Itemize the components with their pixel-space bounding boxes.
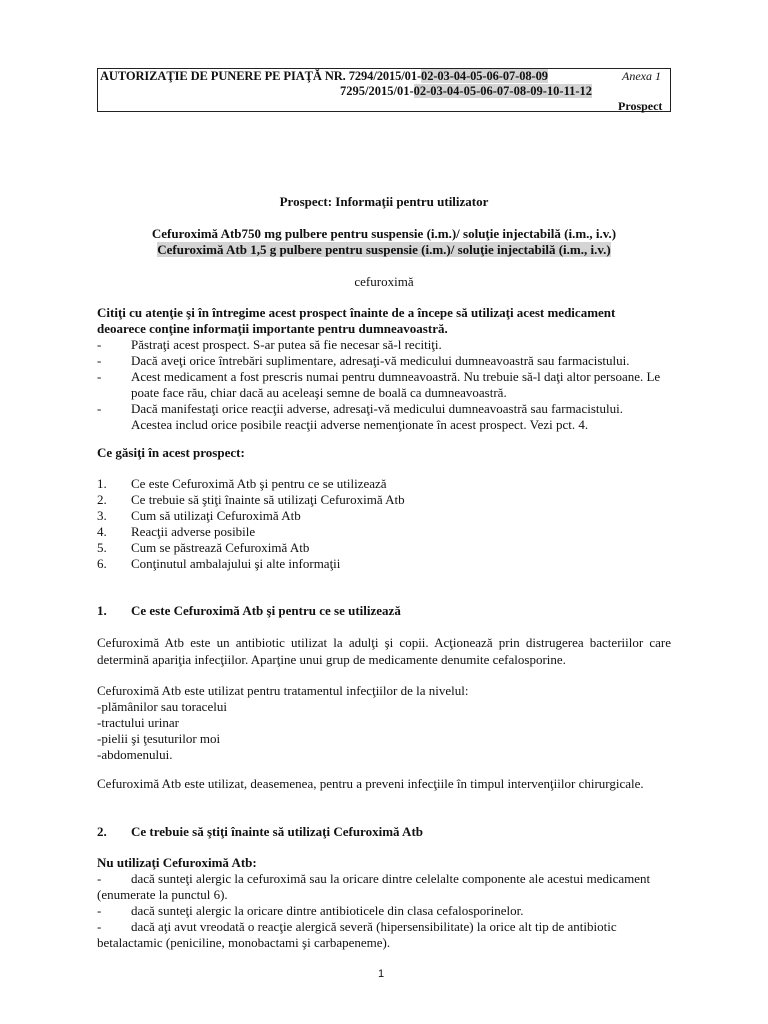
section-1-paragraph-1: Cefuroximă Atb este un antibiotic utilizat la adulţi şi copii. Acţionează prin distrugerea bacteriilor care determină apariţia infecţiilor. Aparţine unui grup de medicamente denumite cefalosporine. <box>97 635 671 667</box>
authorization-highlight-2: 02-03-04-05-06-07-08-09-10-11-12 <box>413 84 593 98</box>
list-item: -plămânilor sau toracelui <box>97 699 227 714</box>
list-item: - dacă sunteţi alergic la cefuroximă sau la oricare dintre celelalte componente ale acestui medicament (enumerate la punctul 6). <box>97 871 651 902</box>
intro-warning-line-1: Citiţi cu atenţie şi în întregime acest prospect înainte de a începe să utilizaţi acest medicament <box>97 305 616 320</box>
authorization-number-line-2: 7295/2015/01-02-03-04-05-06-07-08-09-10-11-12 <box>340 84 593 98</box>
page-title: Prospect: Informaţii pentru utilizator <box>279 194 489 209</box>
list-item: -abdomenului. <box>97 747 173 762</box>
annex-label: Anexa 1 <box>622 69 661 83</box>
section-1-paragraph-3: Cefuroximă Atb este utilizat, deasemenea, pentru a preveni infecţiile în timpul intervenţiilor chirurgicale. <box>97 776 644 791</box>
section-1-indications-intro: Cefuroximă Atb este utilizat pentru tratamentul infecţiilor de la nivelul: <box>97 683 469 698</box>
toc-heading: Ce găsiţi în acest prospect: <box>97 445 245 460</box>
list-item: -tractului urinar <box>97 715 179 730</box>
document-type-label: Prospect <box>618 99 663 113</box>
list-item: -pielii şi ţesuturilor moi <box>97 731 221 746</box>
product-name-750mg: Cefuroximă Atb750 mg pulbere pentru suspensie (i.m.)/ soluţie injectabilă (i.m., i.v.) <box>151 226 617 241</box>
list-item: - dacă sunteţi alergic la oricare dintre antibioticele din clasa cefalosporinelor. <box>97 903 524 918</box>
intro-warning-line-2: deoarece conţine informaţii importante pentru dumneavoastră. <box>97 321 448 336</box>
list-item-continuation: poate face rău, chiar dacă au aceleaşi semne de boală ca dumneavoastră. <box>131 385 507 400</box>
list-item-continuation: Acestea includ orice posibile reacţii adverse nemenţionate în acest prospect. Vezi pct. 4. <box>131 417 589 432</box>
product-name-1-5g: Cefuroximă Atb 1,5 g pulbere pentru suspensie (i.m.)/ soluţie injectabilă (i.m., i.v.) <box>157 242 611 257</box>
list-item: - dacă aţi avut vreodată o reacţie alergică severă (hipersensibilitate) la orice alt tip de antibiotic betalactamic (peniciline, monobactami şi carbapeneme). <box>97 919 617 950</box>
intro-bullet-list: - Păstraţi acest prospect. S-ar putea să fie necesar să-l recitiţi. - Dacă aveţi orice întrebări suplimentare, adresaţi-vă medicului dumneavoastră sau farmacistului. - Acest medicament a fost prescris numai pentru dumneavoastră. Nu trebuie să-l daţi altor persoane. Le poate face rău, chiar dacă au aceleaşi semne de boală ca dumneavoastră. - Dacă manifestaţi orice reacţii adverse, adresaţi-vă medicului dumneavoastră sau farmacistului. Acestea includ orice posibile reacţii adverse nemenţionate în acest prospect. Vezi pct. 4. <box>97 337 661 432</box>
section-2-subheading: Nu utilizaţi Cefuroximă Atb: <box>97 855 257 870</box>
active-substance: cefuroximă <box>354 274 414 289</box>
authorization-highlight-1: 02-03-04-05-06-07-08-09 <box>421 69 548 83</box>
authorization-number-line-1: AUTORIZAŢIE DE PUNERE PE PIAŢĂ NR. 7294/2015/01-02-03-04-05-06-07-08-09 <box>100 69 548 83</box>
contraindications-list <box>97 871 671 951</box>
page-number: 1 <box>378 968 385 980</box>
